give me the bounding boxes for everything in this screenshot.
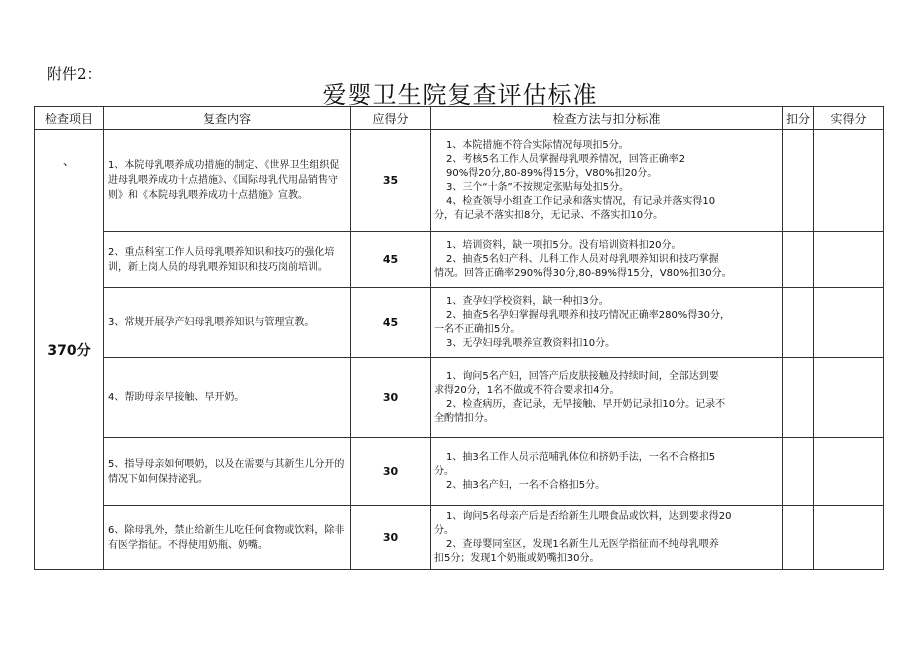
actual-cell[interactable] bbox=[814, 438, 884, 506]
item-total: 370分 bbox=[47, 342, 91, 359]
method-line: 1、查孕妇学校资料，缺一种扣3分。 bbox=[446, 295, 609, 307]
method-line: 1、本院措施不符合实际情况每项扣5分。 bbox=[446, 139, 629, 151]
method-line: 一名不正确扣5分。 bbox=[434, 323, 521, 335]
method-line: 1、培训资料，缺一项扣5分。没有培训资料扣20分。 bbox=[446, 239, 682, 251]
method-line: 1、抽3名工作人员示范哺乳体位和挤奶手法，一名不合格扣5 bbox=[446, 451, 716, 463]
page-title: 爱婴卫生院复查评估标准 bbox=[322, 81, 598, 109]
header-method: 检查方法与扣分标准 bbox=[431, 107, 783, 130]
method-line: 90%得20分,80-89%得15分，V80%扣20分。 bbox=[446, 167, 658, 179]
score-cell: 45 bbox=[351, 288, 431, 358]
deduct-cell[interactable] bbox=[783, 130, 814, 232]
table-row bbox=[35, 288, 884, 358]
deduct-cell[interactable] bbox=[783, 288, 814, 358]
content-cell: 1、本院母乳喂养成功措施的制定、《世界卫生组织促进母乳喂养成功十点措施》、《国际母乳代用品销售守则》和《本院母乳喂养成功十点措施》宣教。 bbox=[104, 130, 351, 232]
header-content: 复查内容 bbox=[104, 107, 351, 130]
score-cell: 30 bbox=[351, 358, 431, 438]
score-cell: 45 bbox=[351, 232, 431, 288]
item-cell bbox=[35, 130, 104, 570]
method-cell bbox=[431, 130, 783, 232]
table-row bbox=[35, 232, 884, 288]
method-line: 2、抽查5名妇产科、儿科工作人员对母乳喂养知识和技巧掌握 bbox=[446, 253, 719, 265]
method-cell bbox=[431, 438, 783, 506]
header-deduct: 扣分 bbox=[783, 107, 814, 130]
method-line: 1、询问5名产妇，回答产后皮肤接触及持续时间，全部达到要 bbox=[446, 370, 719, 382]
method-line: 扣5分；发现1个奶瓶或奶嘴扣30分。 bbox=[434, 552, 600, 564]
actual-cell[interactable] bbox=[814, 288, 884, 358]
content-cell: 6、除母乳外，禁止给新生儿吃任何食物或饮料，除非有医学指征。不得使用奶瓶、奶嘴。 bbox=[104, 506, 351, 570]
method-cell bbox=[431, 288, 783, 358]
method-line: 2、抽查5名孕妇掌握母乳喂养和技巧情况正确率280%得30分， bbox=[446, 309, 731, 321]
method-line: 2、查母婴同室区，发现1名新生儿无医学指征而不纯母乳喂养 bbox=[446, 538, 719, 550]
content-cell: 4、帮助母亲早接触、早开奶。 bbox=[104, 358, 351, 438]
deduct-cell[interactable] bbox=[783, 438, 814, 506]
method-line: 情况。回答正确率290%得30分,80-89%得15分，V80%扣30分。 bbox=[434, 267, 732, 279]
method-line: 2、抽3名产妇，一名不合格扣5分。 bbox=[446, 479, 606, 491]
deduct-cell[interactable] bbox=[783, 232, 814, 288]
header-row bbox=[35, 107, 884, 130]
method-line: 2、考核5名工作人员掌握母乳喂养情况，回答正确率2 bbox=[446, 153, 686, 165]
method-line: 4、检查领导小组查工作记录和落实情况，有记录并落实得10 bbox=[446, 195, 716, 207]
header-score: 应得分 bbox=[351, 107, 431, 130]
content-cell: 5、指导母亲如何喂奶，以及在需要与其新生儿分开的情况下如何保持泌乳。 bbox=[104, 438, 351, 506]
actual-cell[interactable] bbox=[814, 506, 884, 570]
score-cell: 35 bbox=[351, 130, 431, 232]
actual-cell[interactable] bbox=[814, 232, 884, 288]
standards-table bbox=[34, 106, 884, 570]
method-cell bbox=[431, 506, 783, 570]
content-cell: 2、重点科室工作人员母乳喂养知识和技巧的强化培训，新上岗人员的母乳喂养知识和技巧岗前培训。 bbox=[104, 232, 351, 288]
method-line: 1、询问5名母亲产后是否给新生儿喂食品或饮料，达到要求得20 bbox=[446, 510, 732, 522]
item-mark: 、 bbox=[63, 154, 76, 168]
method-line: 分。 bbox=[434, 465, 454, 477]
score-cell: 30 bbox=[351, 506, 431, 570]
score-cell: 30 bbox=[351, 438, 431, 506]
header-actual: 实得分 bbox=[814, 107, 884, 130]
table-row bbox=[35, 358, 884, 438]
actual-cell[interactable] bbox=[814, 130, 884, 232]
attachment-label: 附件2： bbox=[47, 65, 102, 83]
method-line: 分。 bbox=[434, 524, 454, 536]
table-row bbox=[35, 506, 884, 570]
content-cell: 3、常规开展孕产妇母乳喂养知识与管理宣教。 bbox=[104, 288, 351, 358]
header-item: 检查项目 bbox=[35, 107, 104, 130]
method-line: 全酌情扣分。 bbox=[434, 412, 494, 424]
actual-cell[interactable] bbox=[814, 358, 884, 438]
method-cell bbox=[431, 232, 783, 288]
method-line: 2、检查病历，查记录，无早接触、早开奶记录扣10分。记录不 bbox=[446, 398, 726, 410]
table-row bbox=[35, 438, 884, 506]
method-line: 求得20分，1名不做或不符合要求扣4分。 bbox=[434, 384, 620, 396]
deduct-cell[interactable] bbox=[783, 358, 814, 438]
method-cell bbox=[431, 358, 783, 438]
method-line: 分，有记录不落实扣8分，无记录、不落实扣10分。 bbox=[434, 209, 664, 221]
deduct-cell[interactable] bbox=[783, 506, 814, 570]
method-line: 3、无孕妇母乳喂养宣教资料扣10分。 bbox=[446, 337, 616, 349]
method-line: 3、三个“十条”不按规定张贴每处扣5分。 bbox=[446, 181, 630, 193]
table-row bbox=[35, 130, 884, 232]
